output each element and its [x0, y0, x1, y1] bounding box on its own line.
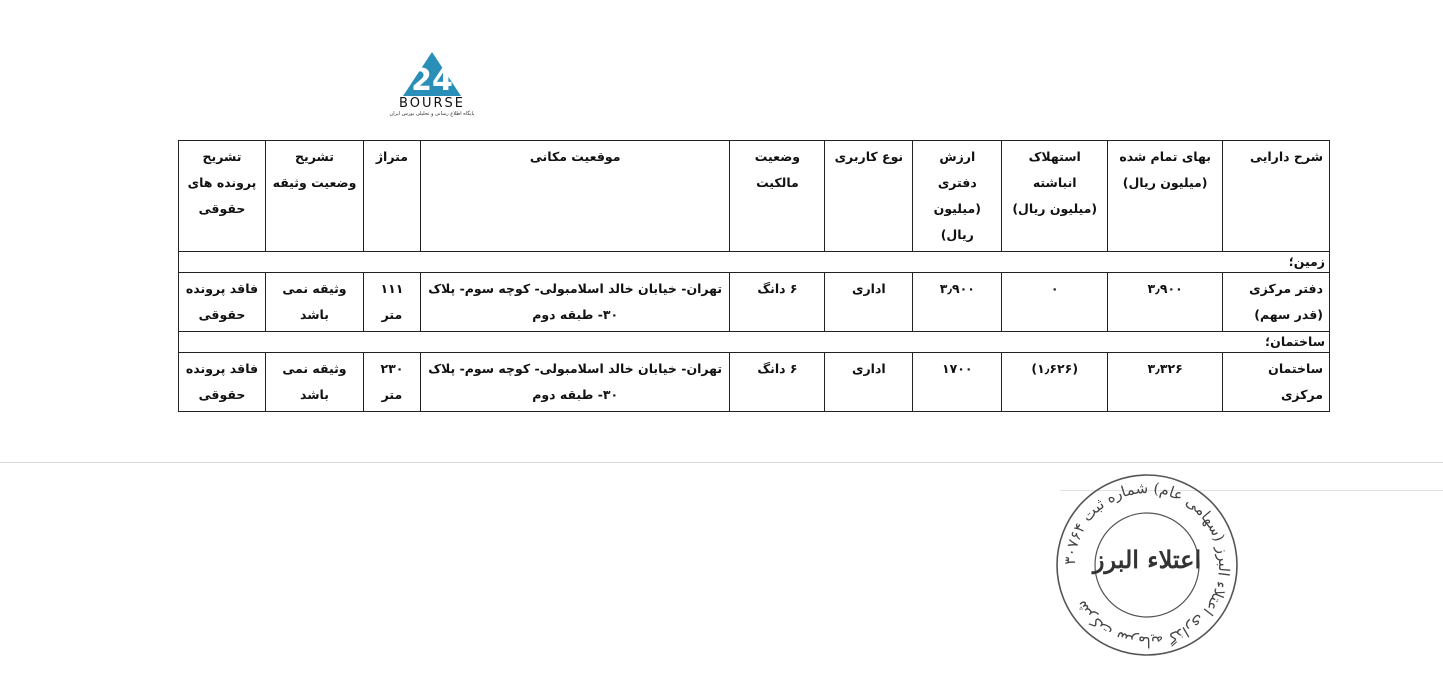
cell-location: تهران- خیابان خالد اسلامبولی- کوچه سوم- پلاک ۳۰- طبقه دوم: [420, 353, 730, 412]
cell-area: ۲۳۰ متر: [363, 353, 420, 412]
header-collateral: تشریح وضعیت وثیقه: [266, 141, 364, 252]
header-ownership: وضعیت مالکیت: [730, 141, 825, 252]
cell-legal: فاقد پرونده حقوقی: [179, 273, 266, 332]
svg-text:24: 24: [411, 63, 453, 98]
scan-line: [0, 462, 1443, 463]
cell-book-value: ۳٫۹۰۰: [913, 273, 1002, 332]
cell-usage: اداری: [825, 273, 913, 332]
header-usage: نوع کاربری: [825, 141, 913, 252]
cell-ownership: ۶ دانگ: [730, 273, 825, 332]
header-description: شرح دارایی: [1223, 141, 1330, 252]
stamp-ring-text: شرکت سرمایه گذاری اعتلاء البرز (سهامی عام) شماره ثبت ۳۰۷۶۴: [1060, 478, 1234, 652]
header-area: متراژ: [363, 141, 420, 252]
table-header-row: [179, 141, 1330, 252]
header-depreciation: استهلاک انباشته (میلیون ریال): [1002, 141, 1108, 252]
cell-usage: اداری: [825, 353, 913, 412]
cell-ownership: ۶ دانگ: [730, 353, 825, 412]
cell-cost: ۳٫۳۲۶: [1108, 353, 1223, 412]
cell-depreciation: (۱٫۶۲۶): [1002, 353, 1108, 412]
logo-brand: BOURSE: [399, 96, 465, 111]
assets-table: [178, 140, 1330, 412]
cell-cost: ۳٫۹۰۰: [1108, 273, 1223, 332]
header-legal: تشریح پرونده های حقوقی: [179, 141, 266, 252]
header-location: موقعیت مکانی: [420, 141, 730, 252]
bourse-triangle-icon: [401, 50, 463, 98]
stamp-center-text: اعتلاء البرز: [1092, 545, 1202, 574]
table-row: [179, 353, 1330, 412]
bourse-logo: [386, 50, 478, 120]
logo-subtitle: پایگاه اطلاع رسانی و تحلیلی بورس ایران: [389, 111, 475, 117]
header-cost: بهای تمام شده (میلیون ریال): [1108, 141, 1223, 252]
cell-description: دفتر مرکزی (قدر سهم): [1223, 273, 1330, 332]
cell-description: ساختمان مرکزی: [1223, 353, 1330, 412]
cell-collateral: وثیقه نمی باشد: [266, 273, 364, 332]
section-row-building: [179, 332, 1330, 353]
cell-depreciation: ۰: [1002, 273, 1108, 332]
cell-legal: فاقد پرونده حقوقی: [179, 353, 266, 412]
cell-book-value: ۱۷۰۰: [913, 353, 1002, 412]
company-stamp: [1052, 470, 1242, 660]
section-title-building: ساختمان؛: [179, 332, 1330, 353]
cell-collateral: وثیقه نمی باشد: [266, 353, 364, 412]
cell-area: ۱۱۱ متر: [363, 273, 420, 332]
header-book-value: ارزش دفتری (میلیون ریال): [913, 141, 1002, 252]
section-title-land: زمین؛: [179, 252, 1330, 273]
section-row-land: [179, 252, 1330, 273]
cell-location: تهران- خیابان خالد اسلامبولی- کوچه سوم- پلاک ۳۰- طبقه دوم: [420, 273, 730, 332]
table-row: [179, 273, 1330, 332]
